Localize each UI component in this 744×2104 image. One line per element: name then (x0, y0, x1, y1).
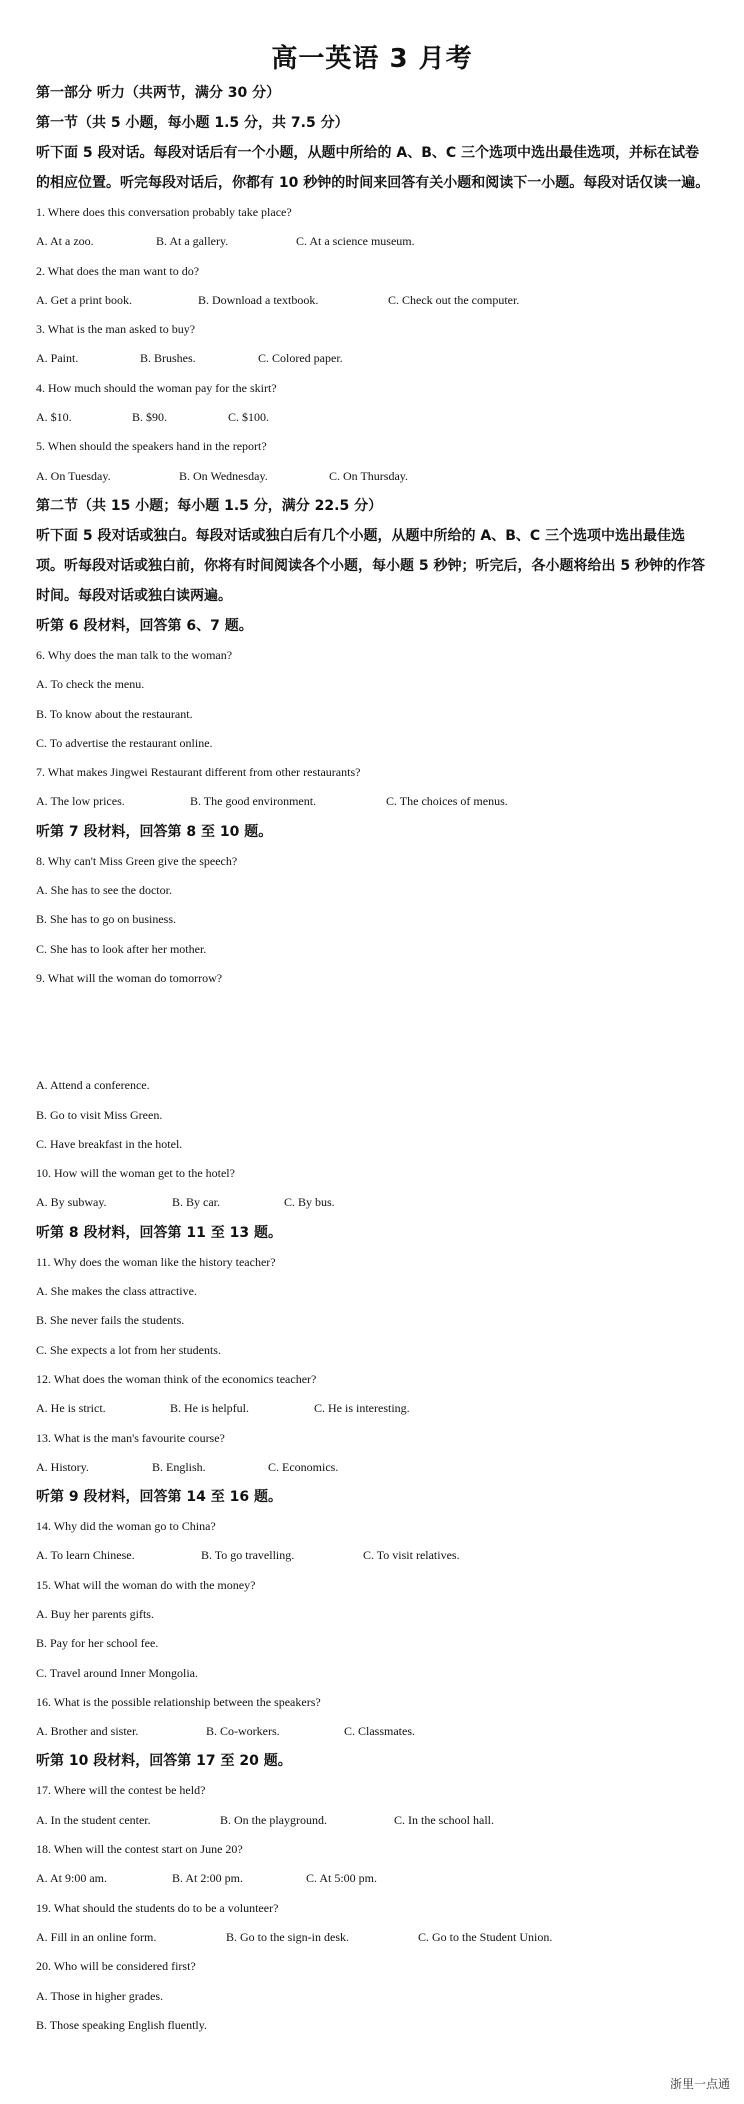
option-b: B. Pay for her school fee. (36, 1636, 159, 1651)
option-a: A. By subway. (36, 1195, 107, 1210)
option-c: C. Colored paper. (258, 351, 343, 366)
option-b: B. English. (152, 1459, 206, 1474)
option-a: A. To check the menu. (36, 677, 145, 692)
option-b: B. He is helpful. (170, 1401, 249, 1416)
option-b: B. At a gallery. (156, 234, 229, 249)
question-14-options (36, 1541, 710, 1570)
option-b: B. Go to the sign-in desk. (226, 1929, 349, 1944)
question-7-options (36, 787, 710, 816)
option-b: B. The good environment. (190, 794, 317, 809)
question-2-options (36, 286, 710, 315)
question-13: 13. What is the man's favourite course? (36, 1430, 225, 1445)
section1-instructions: 听下面 5 段对话。每段对话后有一个小题，从题中所给的 A、B、C 三个选项中选出最佳选项，并标在试卷的相应位置。听完每段对话后，你都有 10 秒钟的时间来回答有关小题和阅读下一小题。每段对话仅读一遍。 (36, 145, 710, 191)
question-17: 17. Where will the contest be held? (36, 1783, 206, 1798)
option-a: A. Brother and sister. (36, 1724, 139, 1739)
option-a: A. Attend a conference. (36, 1078, 150, 1093)
page-title: 高一英语 3 月考 (271, 44, 473, 74)
option-a: A. Paint. (36, 351, 79, 366)
question-11: 11. Why does the woman like the history teacher? (36, 1254, 276, 1269)
option-c: C. He is interesting. (314, 1401, 410, 1416)
material-10-header: 听第 10 段材料，回答第 17 至 20 题。 (36, 1753, 292, 1770)
material-8-header: 听第 8 段材料，回答第 11 至 13 题。 (36, 1224, 282, 1241)
footer-watermark: 浙里一点通 (669, 2077, 730, 2091)
option-a: A. At 9:00 am. (36, 1871, 107, 1886)
material-6-header: 听第 6 段材料，回答第 6、7 题。 (36, 617, 253, 634)
option-a: A. Get a print book. (36, 292, 132, 307)
option-a: A. In the student center. (36, 1812, 151, 1827)
option-b: B. She never fails the students. (36, 1313, 185, 1328)
option-b: B. On the playground. (220, 1812, 327, 1827)
option-a: A. History. (36, 1459, 89, 1474)
blank-space (36, 993, 710, 1071)
question-7: 7. What makes Jingwei Restaurant different from other restaurants? (36, 765, 361, 780)
question-12-options (36, 1394, 710, 1423)
option-c: C. She expects a lot from her students. (36, 1342, 221, 1357)
question-10: 10. How will the woman get to the hotel? (36, 1166, 235, 1181)
option-b: B. To go travelling. (201, 1548, 295, 1563)
question-16-options (36, 1717, 710, 1746)
option-a: A. Fill in an online form. (36, 1929, 157, 1944)
option-b: B. $90. (132, 410, 168, 425)
option-a: A. He is strict. (36, 1401, 106, 1416)
option-c: C. At 5:00 pm. (306, 1871, 378, 1886)
question-3-options (36, 344, 710, 373)
option-b: B. Go to visit Miss Green. (36, 1107, 163, 1122)
question-1-options (36, 227, 710, 256)
option-c: C. $100. (228, 410, 270, 425)
question-9: 9. What will the woman do tomorrow? (36, 970, 223, 985)
option-c: C. To visit relatives. (363, 1548, 460, 1563)
option-a: A. The low prices. (36, 794, 125, 809)
part1-header: 第一部分 听力（共两节，满分 30 分） (36, 85, 281, 101)
option-a: A. $10. (36, 410, 72, 425)
option-c: C. Check out the computer. (388, 292, 520, 307)
option-b: B. Download a textbook. (198, 292, 319, 307)
exam-content (36, 78, 710, 2040)
question-20: 20. Who will be considered first? (36, 1959, 196, 1974)
option-c: C. In the school hall. (394, 1812, 494, 1827)
option-c: C. The choices of menus. (386, 794, 508, 809)
question-14: 14. Why did the woman go to China? (36, 1519, 216, 1534)
question-4-options (36, 403, 710, 432)
section1-header: 第一节（共 5 小题，每小题 1.5 分，共 7.5 分） (36, 115, 349, 131)
option-c: C. To advertise the restaurant online. (36, 735, 213, 750)
option-a: A. On Tuesday. (36, 468, 111, 483)
option-c: C. On Thursday. (329, 468, 408, 483)
option-c: C. Economics. (268, 1459, 339, 1474)
option-b: B. To know about the restaurant. (36, 706, 193, 721)
section2-header: 第二节（共 15 小题；每小题 1.5 分，满分 22.5 分） (36, 497, 383, 514)
option-c: C. She has to look after her mother. (36, 941, 207, 956)
question-8: 8. Why can't Miss Green give the speech? (36, 853, 238, 868)
question-18: 18. When will the contest start on June 20? (36, 1842, 243, 1857)
option-c: C. By bus. (284, 1195, 335, 1210)
option-b: B. Brushes. (140, 351, 196, 366)
question-17-options (36, 1806, 710, 1835)
question-15: 15. What will the woman do with the money? (36, 1577, 256, 1592)
option-a: A. Those in higher grades. (36, 1988, 164, 2003)
option-c: C. Go to the Student Union. (418, 1929, 553, 1944)
material-9-header: 听第 9 段材料，回答第 14 至 16 题。 (36, 1489, 282, 1506)
material-7-header: 听第 7 段材料，回答第 8 至 10 题。 (36, 823, 273, 840)
question-6: 6. Why does the man talk to the woman? (36, 647, 233, 662)
question-19-options (36, 1923, 710, 1952)
option-b: B. Those speaking English fluently. (36, 2017, 207, 2032)
question-10-options (36, 1188, 710, 1217)
option-b: B. At 2:00 pm. (172, 1871, 244, 1886)
question-1: 1. Where does this conversation probably take place? (36, 205, 292, 219)
question-3: 3. What is the man asked to buy? (36, 322, 196, 337)
question-5-options (36, 462, 710, 491)
option-a: A. She makes the class attractive. (36, 1284, 197, 1299)
question-18-options (36, 1864, 710, 1893)
question-12: 12. What does the woman think of the economics teacher? (36, 1371, 317, 1386)
option-a: A. To learn Chinese. (36, 1548, 135, 1563)
option-b: B. Co-workers. (206, 1724, 280, 1739)
question-5: 5. When should the speakers hand in the report? (36, 439, 267, 454)
question-19: 19. What should the students do to be a volunteer? (36, 1900, 279, 1915)
option-a: A. Buy her parents gifts. (36, 1606, 154, 1621)
question-2: 2. What does the man want to do? (36, 263, 200, 278)
option-c: C. At a science museum. (296, 234, 415, 249)
question-4: 4. How much should the woman pay for the skirt? (36, 380, 277, 395)
option-c: C. Travel around Inner Mongolia. (36, 1665, 198, 1680)
option-b: B. She has to go on business. (36, 912, 177, 927)
option-a: A. At a zoo. (36, 234, 94, 249)
option-b: B. On Wednesday. (179, 468, 268, 483)
option-b: B. By car. (172, 1195, 220, 1210)
option-c: C. Classmates. (344, 1724, 415, 1739)
question-13-options (36, 1453, 710, 1482)
question-16: 16. What is the possible relationship between the speakers? (36, 1694, 321, 1709)
option-c: C. Have breakfast in the hotel. (36, 1136, 183, 1151)
option-a: A. She has to see the doctor. (36, 883, 172, 898)
section2-instructions: 听下面 5 段对话或独白。每段对话或独白后有几个小题，从题中所给的 A、B、C 三个选项中选出最佳选项。听每段对话或独白前，你将有时间阅读各个小题，每小题 5 秒钟；听完后，各小题将给出 5 秒钟的作答时间。每段对话或独白读两遍。 (36, 527, 705, 604)
